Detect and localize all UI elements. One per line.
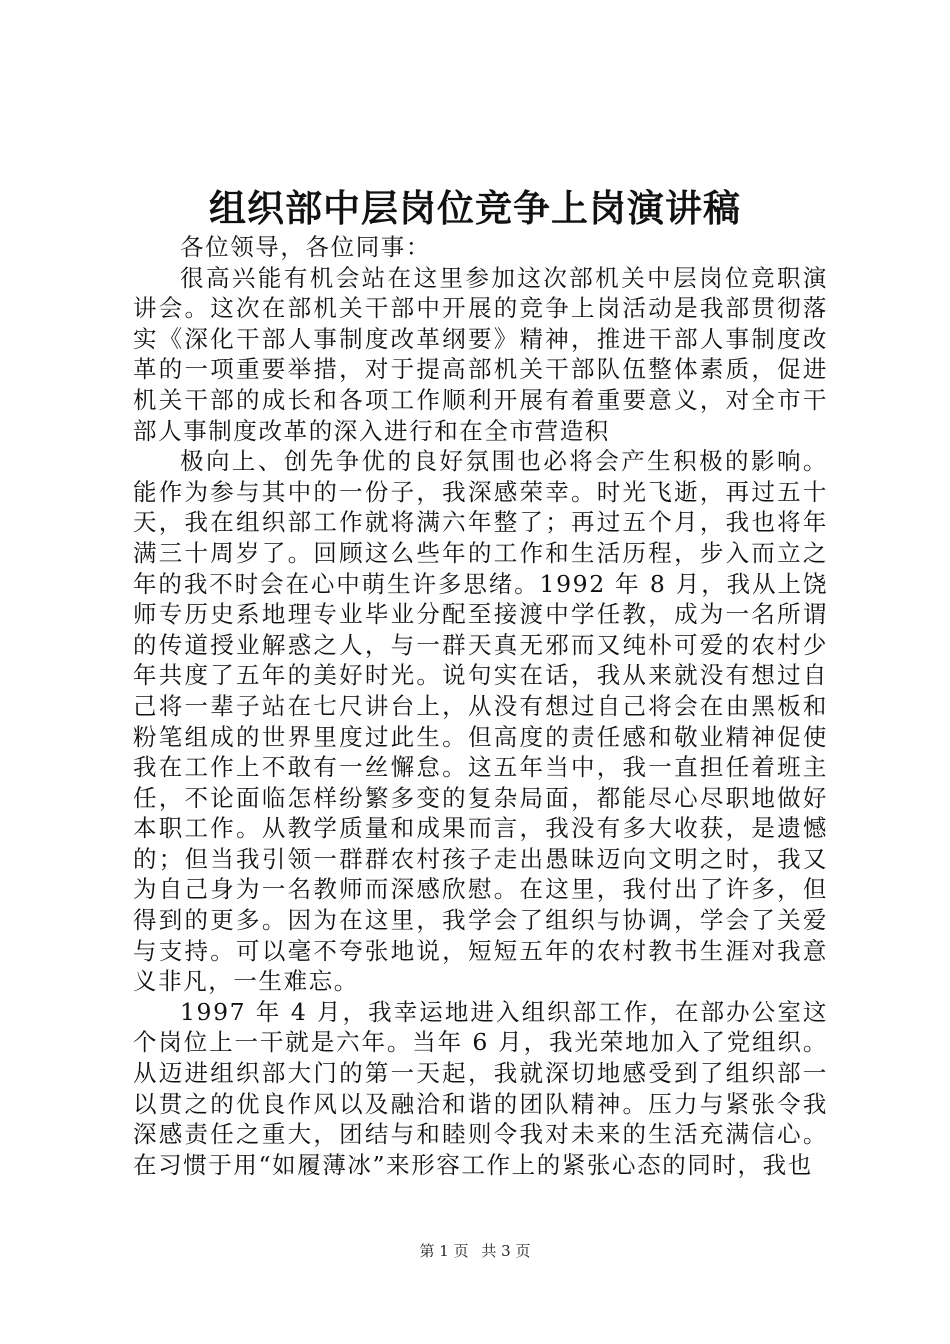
salutation-paragraph: 各位领导，各位同事：: [180, 233, 431, 261]
document-body: [133, 232, 828, 1180]
body-paragraph: 极向上、创先争优的良好氛围也必将会产生积极的影响。能作为参与其中的一份子，我深感荣幸。时光飞逝，再过五十天，我在组织部工作就将满六年整了；再过五个月，我也将年满三十周岁了。回顾这么些年的工作和生活历程，步入而立之年的我不时会在心中萌生许多思绪。1992 年 8 月，我从上饶师专历史系地理专业毕业分配至接渡中学任教，成为一名所谓的传道授业解惑之人，与一群天真无邪而又纯朴可爱的农村少年共度了五年的美好时光。说句实在话，我从来就没有想过自己将一辈子站在七尺讲台上，从没有想过自己将会在由黑板和粉笔组成的世界里度过此生。但高度的责任感和敬业精神促使我在工作上不敢有一丝懈怠。这五年当中，我一直担任着班主任，不论面临怎样纷繁多变的复杂局面，都能尽心尽职地做好本职工作。从教学质量和成果而言，我没有多大收获，是遗憾的；但当我引领一群群农村孩子走出愚昧迈向文明之时，我又为自己身为一名教师而深感欣慰。在这里，我付出了许多，但得到的更多。因为在这里，我学会了组织与协调，学会了关爱与支持。可以毫不夸张地说，短短五年的农村教书生涯对我意义非凡，一生难忘。: [133, 447, 828, 996]
body-paragraph: 很高兴能有机会站在这里参加这次部机关中层岗位竞职演讲会。这次在部机关干部中开展的竞争上岗活动是我部贯彻落实《深化干部人事制度改革纲要》精神，推进干部人事制度改革的一项重要举措，对于提高部机关干部队伍整体素质，促进机关干部的成长和各项工作顺利开展有着重要意义，对全市干部人事制度改革的深入进行和在全市营造积: [133, 263, 828, 445]
document-title: 组织部中层岗位竞争上岗演讲稿: [209, 186, 741, 230]
page-footer: [0, 1241, 950, 1261]
body-paragraph: 1997 年 4 月，我幸运地进入组织部工作，在部办公室这个岗位上一干就是六年。当年 6 月，我光荣地加入了党组织。从迈进组织部大门的第一天起，我就深切地感受到了组织部一以贯之的优良作风以及融洽和谐的团队精神。压力与紧张令我深感责任之重大，团结与和睦则令我对未来的生活充满信心。在习惯于用“如履薄冰”来形容工作上的紧张心态的同时，我也: [133, 997, 828, 1179]
page-total: 共 3 页: [481, 1242, 531, 1260]
page-number: 第 1 页: [419, 1242, 469, 1260]
